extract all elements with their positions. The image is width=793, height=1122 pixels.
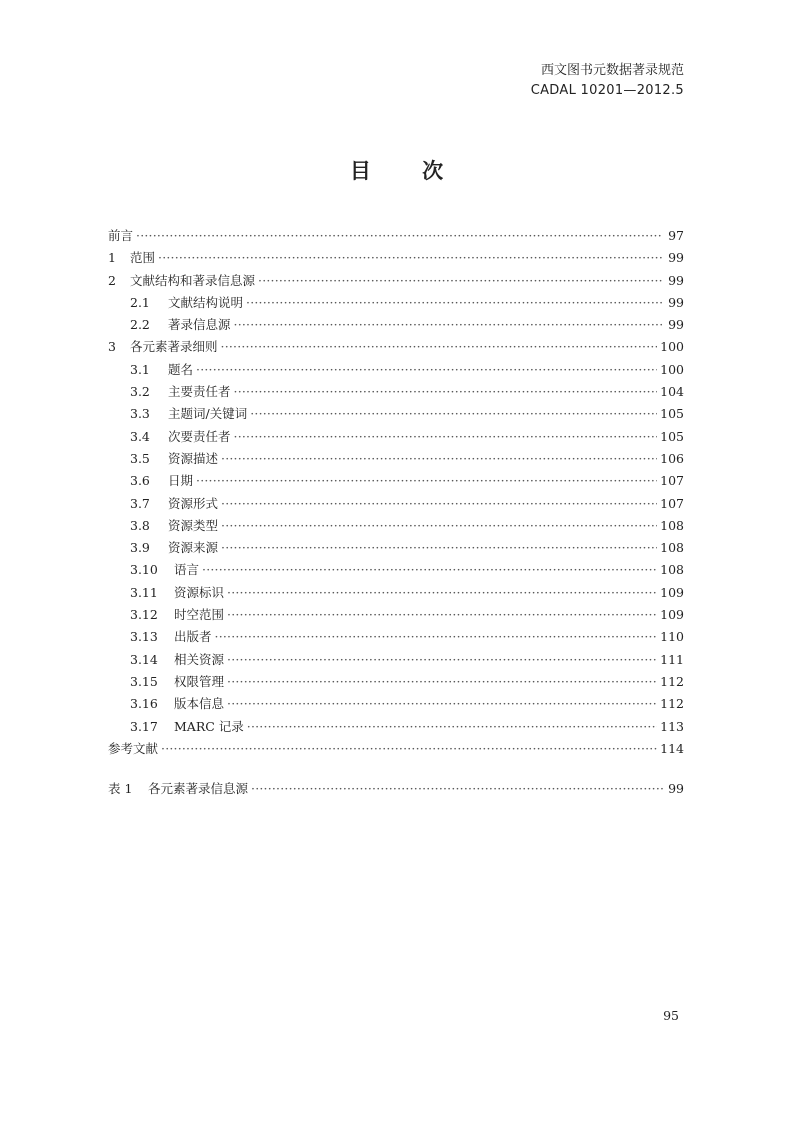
toc-entry-page: 104: [660, 384, 684, 400]
toc-entry-label: 主题词/关键词: [168, 406, 248, 422]
table-of-contents: [108, 226, 684, 801]
toc-entry-page: 108: [660, 517, 684, 533]
dot-leader: [250, 406, 657, 421]
toc-entry-3-12[interactable]: [108, 605, 684, 627]
toc-entry-number: 2: [108, 272, 116, 288]
toc-entry-3-13[interactable]: [108, 627, 684, 649]
dot-leader: [251, 781, 663, 796]
toc-entry-page: 108: [660, 540, 684, 556]
toc-entry-label: 版本信息: [174, 696, 225, 712]
toc-heading-char-2: 次: [422, 159, 444, 183]
toc-entry-3-9[interactable]: [108, 538, 684, 560]
toc-entry-number: 3.15: [130, 673, 158, 689]
toc-entry-label: MARC 记录: [174, 718, 244, 734]
toc-entry-label: 时空范围: [174, 607, 225, 623]
toc-heading: [0, 155, 793, 185]
running-header: [531, 61, 684, 101]
toc-entry-number: 3.9: [130, 540, 150, 556]
toc-entry-page: 99: [668, 781, 684, 797]
toc-entry-label: 各元素著录细则: [130, 339, 218, 355]
toc-entry-page: 105: [660, 428, 684, 444]
toc-entry-number: 2.2: [130, 317, 150, 333]
toc-entry-number: 3.3: [130, 406, 150, 422]
toc-entry-number: 3.1: [130, 361, 150, 377]
dot-leader: [247, 719, 657, 734]
dot-leader: [196, 473, 657, 488]
toc-entry-3-16[interactable]: [108, 694, 684, 716]
toc-entry-number: 3.12: [130, 607, 158, 623]
toc-entry-number: 3.8: [130, 517, 150, 533]
toc-entry-number: 3.11: [130, 584, 158, 600]
dot-leader: [158, 250, 663, 265]
toc-entry-page: 105: [660, 406, 684, 422]
toc-entry-page: 99: [668, 317, 684, 333]
dot-leader: [221, 540, 657, 555]
standard-code: CADAL 10201—2012.5: [530, 83, 684, 98]
toc-entry-label: 资源来源: [168, 540, 219, 556]
dot-leader: [215, 629, 658, 644]
toc-entry-number: 3.10: [130, 562, 158, 578]
toc-entry-number: 3.4: [130, 428, 150, 444]
dot-leader: [221, 339, 658, 354]
toc-entry-page: 112: [660, 673, 684, 689]
toc-entry-3-4[interactable]: [108, 427, 684, 449]
toc-entry-references[interactable]: [108, 739, 684, 761]
toc-entry-2-2[interactable]: [108, 315, 684, 337]
toc-entry-page: 110: [660, 629, 684, 645]
toc-entry-3-6[interactable]: [108, 471, 684, 493]
toc-entry-1[interactable]: [108, 248, 684, 270]
toc-entry-3-17[interactable]: [108, 717, 684, 739]
toc-entry-label: 前言: [108, 228, 134, 243]
toc-entry-label: 资源标识: [174, 584, 225, 600]
dot-leader: [258, 273, 663, 288]
dot-leader: [136, 228, 663, 243]
toc-entry-3-8[interactable]: [108, 516, 684, 538]
toc-entry-label: 各元素著录信息源: [148, 781, 249, 797]
dot-leader: [227, 652, 657, 667]
toc-entry-page: 113: [660, 718, 684, 734]
toc-entry-number: 3.14: [130, 651, 158, 667]
toc-entry-foreword[interactable]: [108, 226, 684, 248]
toc-entry-number: 3.17: [130, 718, 158, 734]
toc-entry-page: 99: [668, 250, 684, 266]
toc-entry-page: 109: [660, 584, 684, 600]
toc-entry-3-14[interactable]: [108, 650, 684, 672]
toc-entry-number: 3.5: [130, 450, 150, 466]
toc-entry-3-10[interactable]: [108, 560, 684, 582]
toc-entry-label: 主要责任者: [168, 384, 231, 400]
toc-entry-number: 3.13: [130, 629, 158, 645]
toc-spacer: [108, 761, 684, 779]
toc-entry-2-1[interactable]: [108, 293, 684, 315]
toc-entry-page: 114: [660, 740, 684, 756]
toc-entry-table-1[interactable]: [108, 779, 684, 801]
toc-entry-2[interactable]: [108, 271, 684, 293]
toc-entry-number: 表 1: [108, 781, 133, 797]
toc-heading-char-1: 目: [349, 159, 371, 183]
toc-entry-page: 99: [668, 272, 684, 288]
toc-entry-3-2[interactable]: [108, 382, 684, 404]
toc-entry-page: 107: [660, 495, 684, 511]
toc-entry-label: 语言: [174, 562, 200, 578]
dot-leader: [221, 496, 657, 511]
toc-entry-3-15[interactable]: [108, 672, 684, 694]
toc-entry-label: 权限管理: [174, 673, 225, 689]
toc-entry-number: 2.1: [130, 294, 150, 310]
toc-entry-label: 文献结构和著录信息源: [130, 272, 256, 288]
toc-entry-label: 资源形式: [168, 495, 219, 511]
toc-entry-label: 文献结构说明: [168, 294, 244, 310]
toc-entry-page: 109: [660, 607, 684, 623]
toc-entry-number: 3.7: [130, 495, 150, 511]
standard-title: 西文图书元数据著录规范: [540, 63, 684, 78]
toc-entry-3-3[interactable]: [108, 404, 684, 426]
toc-entry-number: 3: [108, 339, 116, 355]
dot-leader: [221, 518, 657, 533]
dot-leader: [221, 451, 657, 466]
toc-entry-label: 参考文献: [108, 740, 159, 756]
toc-entry-page: 100: [660, 361, 684, 377]
toc-entry-label: 题名: [168, 361, 194, 377]
toc-entry-label: 著录信息源: [168, 317, 231, 333]
toc-entry-number: 1: [108, 250, 116, 266]
dot-leader: [234, 317, 663, 332]
toc-entry-label: 次要责任者: [168, 428, 231, 444]
toc-entry-page: 108: [660, 562, 684, 578]
toc-entry-3-5[interactable]: [108, 449, 684, 471]
toc-entry-page: 107: [660, 473, 684, 489]
dot-leader: [234, 384, 658, 399]
toc-entry-label: 资源类型: [168, 517, 219, 533]
dot-leader: [234, 429, 658, 444]
toc-entry-number: 3.6: [130, 473, 150, 489]
dot-leader: [227, 674, 657, 689]
toc-entry-page: 106: [660, 450, 684, 466]
dot-leader: [196, 362, 657, 377]
dot-leader: [227, 696, 657, 711]
toc-entry-number: 3.16: [130, 696, 158, 712]
toc-entry-3[interactable]: [108, 337, 684, 359]
page-number: 95: [663, 1008, 679, 1023]
toc-entry-page: 99: [668, 294, 684, 310]
toc-entry-label: 相关资源: [174, 651, 225, 667]
dot-leader: [161, 741, 657, 756]
dot-leader: [202, 562, 657, 577]
toc-entry-label: 出版者: [174, 629, 212, 645]
toc-entry-3-1[interactable]: [108, 360, 684, 382]
toc-entry-3-7[interactable]: [108, 494, 684, 516]
toc-entry-label: 资源描述: [168, 450, 219, 466]
toc-entry-page: 111: [660, 651, 684, 667]
toc-entry-number: 3.2: [130, 384, 150, 400]
dot-leader: [246, 295, 663, 310]
dot-leader: [227, 585, 657, 600]
toc-entry-page: 97: [668, 228, 684, 243]
dot-leader: [227, 607, 657, 622]
toc-entry-page: 100: [660, 339, 684, 355]
toc-entry-page: 112: [660, 696, 684, 712]
toc-entry-3-11[interactable]: [108, 583, 684, 605]
toc-entry-label: 范围: [130, 250, 156, 266]
toc-entry-label: 日期: [168, 473, 194, 489]
